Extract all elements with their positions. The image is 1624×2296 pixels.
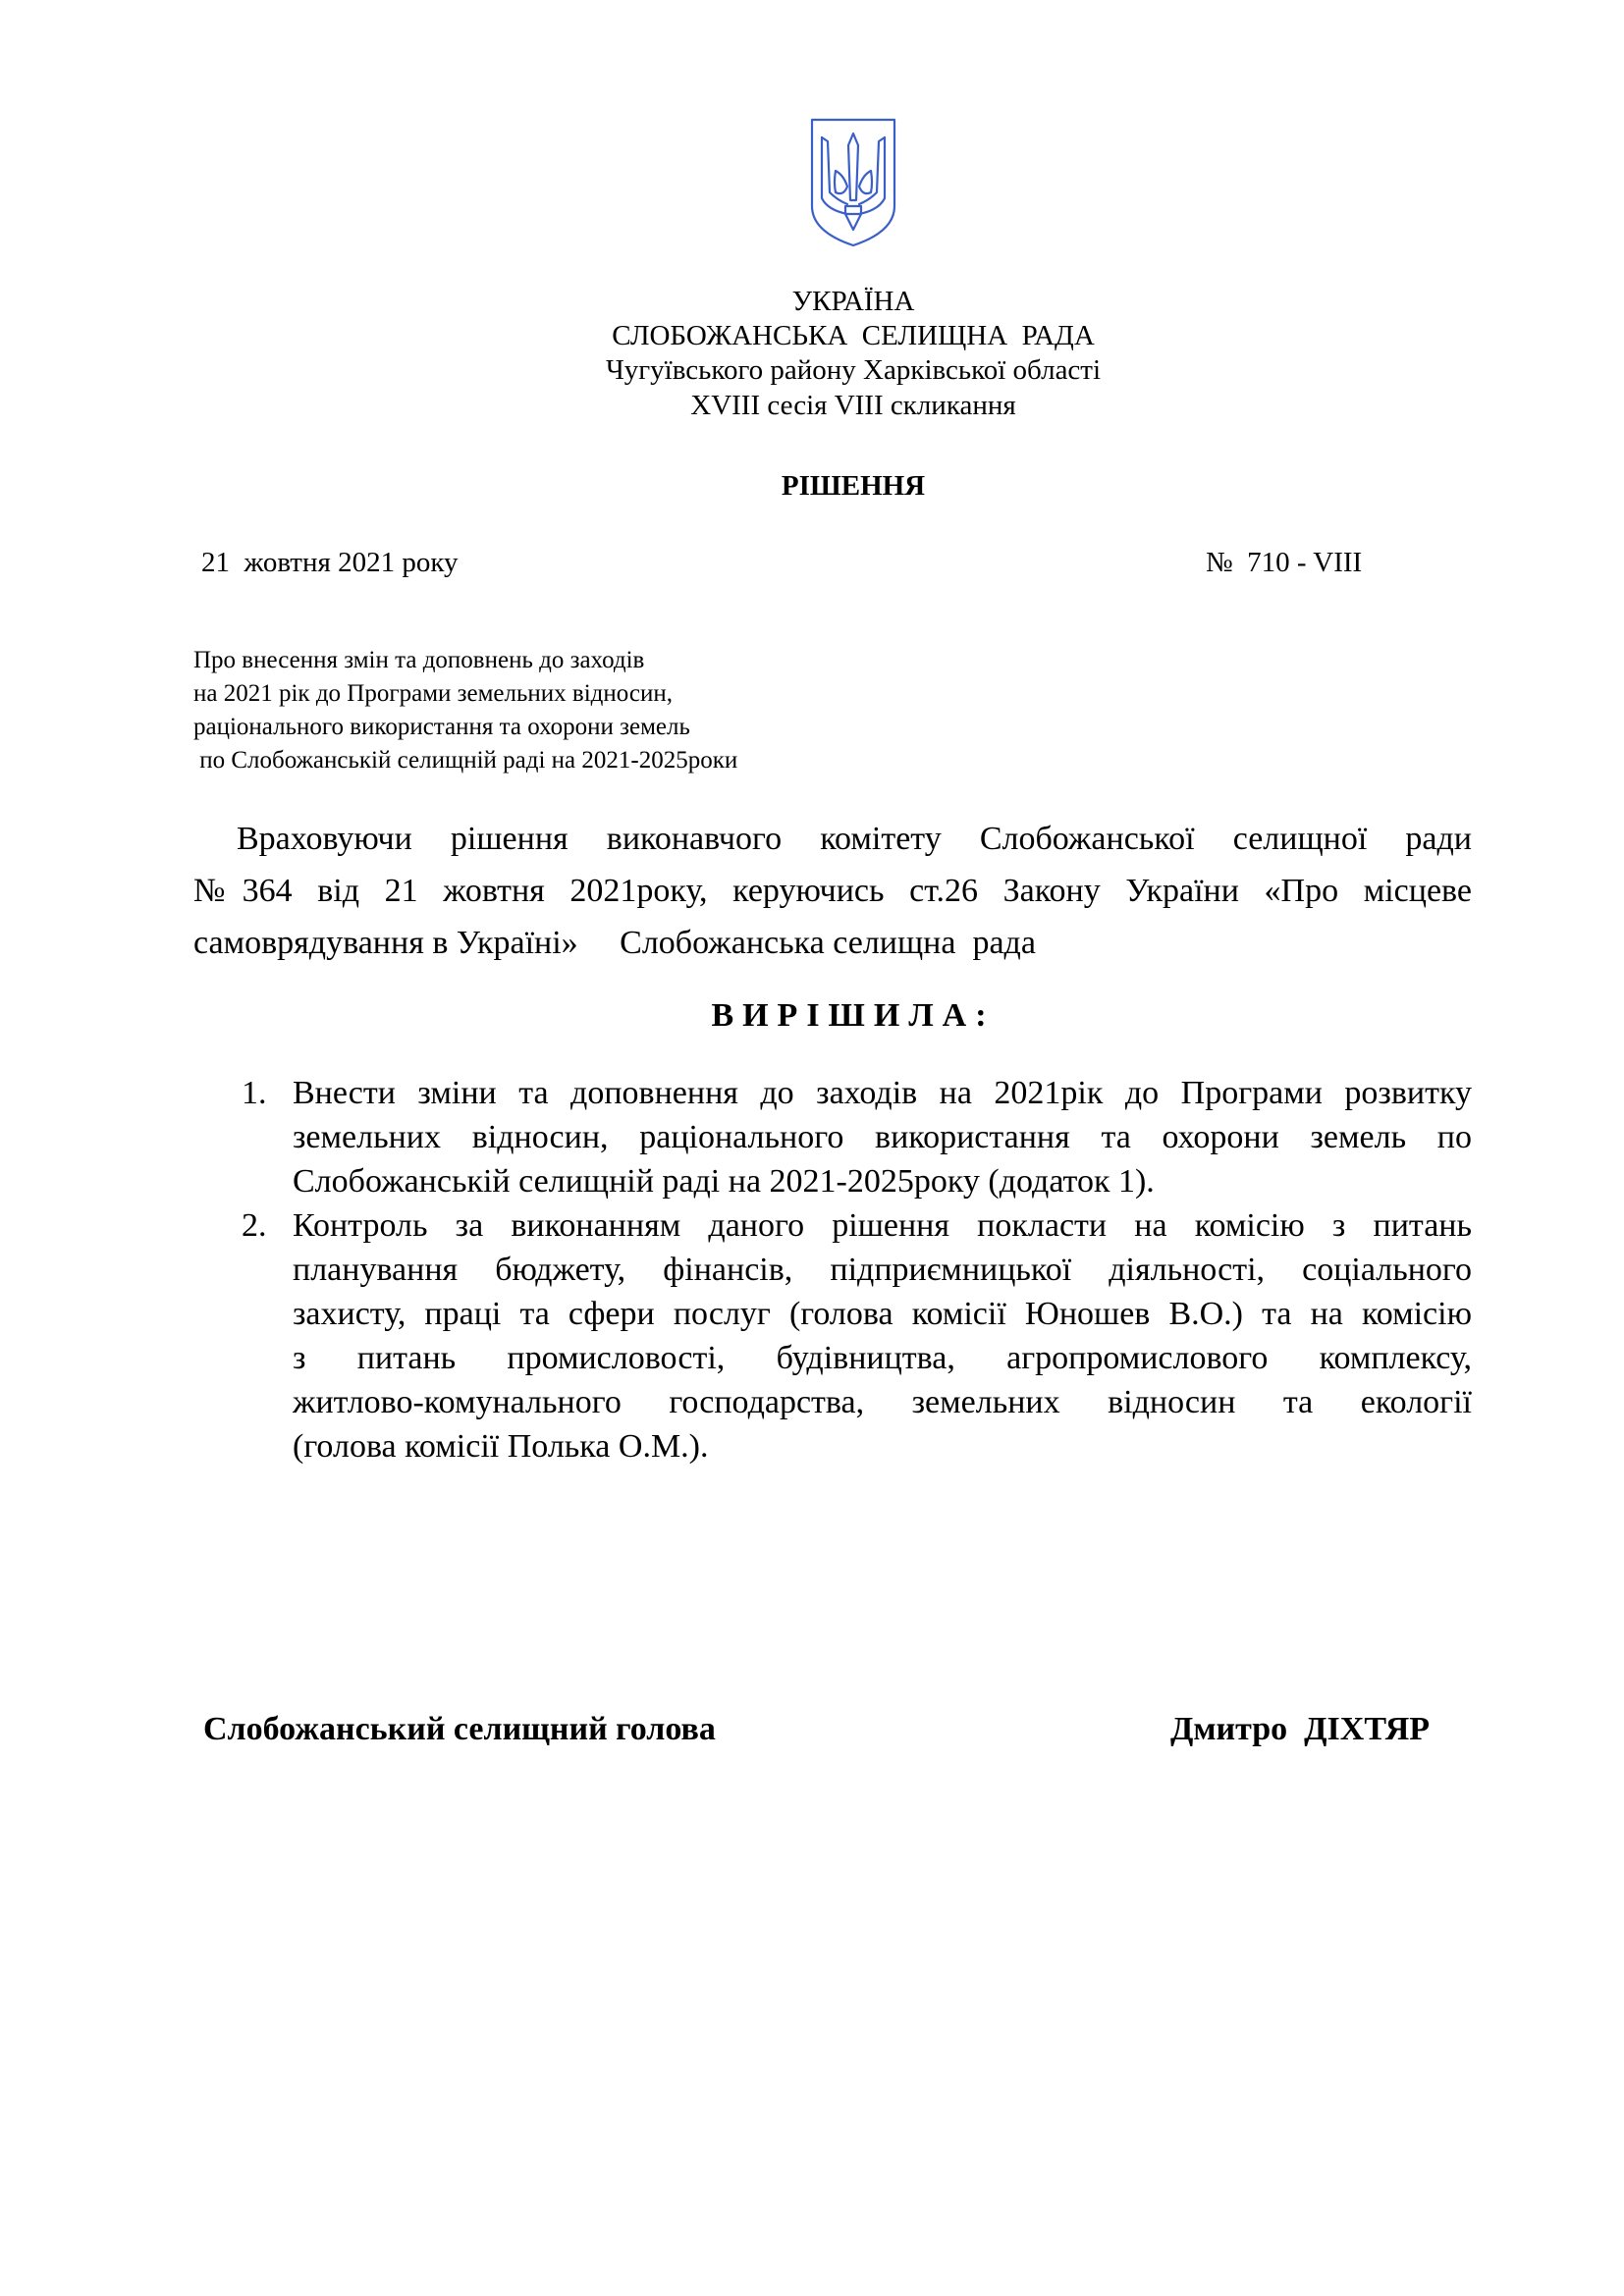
item-number: 1.	[242, 1075, 267, 1111]
preamble-line: Враховуючи рішення виконавчого комітету Слобожанської селищної ради	[237, 821, 1472, 857]
subject-line: по Слобожанській селищній раді на 2021-2025роки	[193, 747, 738, 774]
country-name: УКРАЇНА	[791, 286, 915, 317]
item-line: земельних відносин, раціонального використання та охорони земель по	[293, 1119, 1472, 1155]
item-line: житлово-комунального господарства, земельних відносин та екології	[293, 1384, 1472, 1420]
subject-line: на 2021 рік до Програми земельних відносин,	[193, 680, 673, 707]
item-line: Внести зміни та доповнення до заходів на 2021рік до Програми розвитку	[293, 1075, 1472, 1111]
item-line: планування бюджету, фінансів, підприємницької діяльності, соціального	[293, 1252, 1472, 1288]
decision-title: РІШЕННЯ	[781, 470, 926, 502]
preamble-line: №364 від 21 жовтня 2021року, керуючись ст.26 Закону України «Про місцеве	[193, 873, 1472, 909]
session-info: XVIII сесія VIII скликання	[690, 390, 1016, 421]
subject-line: Про внесення змін та доповнень до заходів	[193, 647, 645, 673]
preamble-line: самоврядування в Україні» Слобожанська селищна рада	[193, 925, 1036, 961]
decision-date: 21 жовтня 2021 року	[201, 547, 459, 578]
subject-line: раціонального використання та охорони земель	[193, 714, 690, 740]
item-line: Контроль за виконанням даного рішення покласти на комісію з питань	[293, 1207, 1472, 1244]
council-name: СЛОБОЖАНСЬКА СЕЛИЩНА РАДА	[612, 320, 1095, 351]
tryzub-coat-of-arms-icon	[808, 116, 898, 249]
item-number: 2.	[242, 1207, 267, 1244]
decision-subject	[193, 644, 737, 777]
preamble	[193, 813, 1472, 969]
resolution-item	[242, 1071, 1472, 1203]
district-name: Чугуївського району Харківської області	[605, 354, 1102, 386]
resolution-item	[242, 1203, 1472, 1468]
item-line: захисту, праці та сфери послуг (голова комісії Юношев В.О.) та на комісію	[293, 1296, 1472, 1332]
item-line: з питань промисловості, будівництва, агропромислового комплексу,	[293, 1340, 1472, 1376]
signatory-position: Слобожанський селищний голова	[203, 1711, 716, 1747]
item-line: (голова комісії Полька О.М.).	[293, 1428, 709, 1465]
decision-number: № 710 - VIII	[1206, 547, 1363, 578]
signatory-name: Дмитро ДІХТЯР	[1170, 1711, 1431, 1747]
resolved-heading: ВИРІШИЛА:	[711, 997, 996, 1034]
resolution-items	[242, 1071, 1472, 1468]
item-line: Слобожанській селищній раді на 2021-2025року (додаток 1).	[293, 1163, 1155, 1200]
